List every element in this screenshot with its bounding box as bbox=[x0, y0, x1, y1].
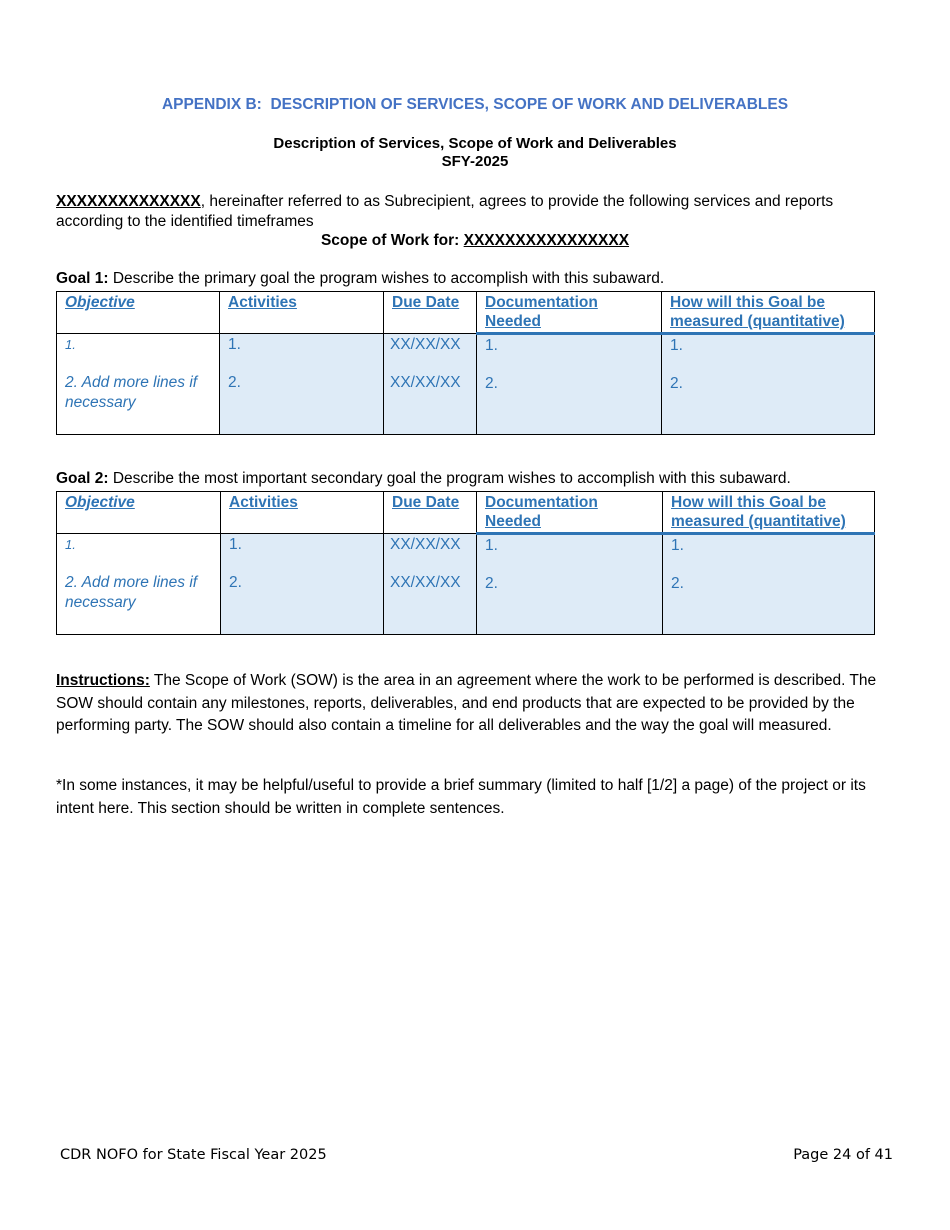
objective-item-1: 1. bbox=[65, 537, 76, 552]
due-date-item-1: XX/XX/XX bbox=[390, 336, 461, 353]
goal-1-description: Describe the primary goal the program wishes to accomplish with this subaward. bbox=[108, 270, 665, 287]
objective-cell[interactable] bbox=[57, 534, 221, 635]
goal-1-table bbox=[56, 291, 875, 435]
documentation-needed-header: Documentation Needed bbox=[477, 492, 663, 534]
due-date-header: Due Date bbox=[384, 492, 477, 534]
activities-cell[interactable] bbox=[220, 334, 384, 435]
intro-paragraph bbox=[56, 192, 896, 232]
activities-header: Activities bbox=[220, 292, 384, 334]
document-title bbox=[0, 135, 950, 171]
measurement-cell[interactable] bbox=[663, 534, 875, 635]
summary-note: *In some instances, it may be helpful/useful to provide a brief summary (limited to half [1/2] a page) of the project or its intent here. This section should be written in complete sentences. bbox=[56, 777, 866, 817]
goal-2-heading bbox=[56, 470, 791, 488]
measurement-item-1: 1. bbox=[670, 337, 683, 354]
goal-2-table bbox=[56, 491, 875, 635]
goal-2-label: Goal 2: bbox=[56, 470, 109, 487]
goal-2-entry-row bbox=[57, 534, 875, 635]
scope-of-work-label: Scope of Work for: bbox=[320, 232, 464, 249]
instructions-label: Instructions: bbox=[56, 672, 150, 689]
documentation-cell[interactable] bbox=[477, 534, 663, 635]
scope-of-work-line bbox=[0, 232, 950, 250]
appendix-title: APPENDIX B: DESCRIPTION OF SERVICES, SCOPE OF WORK AND DELIVERABLES bbox=[161, 96, 789, 113]
goal-2-description: Describe the most important secondary goal the program wishes to accomplish with this subaward. bbox=[108, 470, 791, 487]
measurement-header: How will this Goal be measured (quantitative) bbox=[663, 492, 875, 534]
goal-1-label: Goal 1: bbox=[56, 270, 109, 287]
footer-document-name: CDR NOFO for State Fiscal Year 2025 bbox=[60, 1147, 327, 1163]
documentation-needed-header: Documentation Needed bbox=[477, 292, 662, 334]
measurement-item-2: 2. bbox=[671, 575, 684, 592]
activities-header: Activities bbox=[221, 492, 384, 534]
objective-header: Objective bbox=[57, 292, 220, 334]
measurement-cell[interactable] bbox=[662, 334, 875, 435]
objective-item-2: 2. Add more lines if necessary bbox=[65, 374, 198, 411]
objective-item-2: 2. Add more lines if necessary bbox=[65, 574, 198, 611]
goal-2-header-row bbox=[57, 492, 875, 534]
instructions-paragraph bbox=[56, 670, 896, 738]
due-date-item-2: XX/XX/XX bbox=[390, 574, 461, 591]
subrecipient-placeholder: XXXXXXXXXXXXXX bbox=[56, 193, 201, 210]
goal-1-header-row bbox=[57, 292, 875, 334]
activity-item-1: 1. bbox=[229, 536, 242, 553]
footer-page-number: Page 24 of 41 bbox=[793, 1147, 893, 1163]
documentation-item-1: 1. bbox=[485, 537, 498, 554]
activities-cell[interactable] bbox=[221, 534, 384, 635]
intro-text: , hereinafter referred to as Subrecipient, agrees to provide the following services and reports according to the identified timeframes bbox=[56, 193, 834, 230]
measurement-header: How will this Goal be measured (quantitative) bbox=[662, 292, 875, 334]
goal-1-heading bbox=[56, 270, 664, 288]
goal-1-entry-row bbox=[57, 334, 875, 435]
scope-of-work-placeholder: XXXXXXXXXXXXXXXX bbox=[463, 232, 630, 249]
instructions-text: The Scope of Work (SOW) is the area in an agreement where the work to be performed is described. The SOW should contain any milestones, reports, deliverables, and end products that are expected to be provided by the performing party. The SOW should also contain a timeline for all deliverables and the way the goal will measured. bbox=[56, 672, 877, 734]
due-date-item-2: XX/XX/XX bbox=[390, 374, 461, 391]
activity-item-2: 2. bbox=[229, 574, 242, 591]
due-date-cell[interactable] bbox=[384, 534, 477, 635]
document-title-line-2: SFY-2025 bbox=[441, 153, 509, 170]
measurement-item-2: 2. bbox=[670, 375, 683, 392]
document-title-line-1: Description of Services, Scope of Work and Deliverables bbox=[273, 135, 677, 152]
documentation-item-1: 1. bbox=[485, 337, 498, 354]
measurement-item-1: 1. bbox=[671, 537, 684, 554]
objective-item-1: 1. bbox=[65, 337, 76, 352]
documentation-item-2: 2. bbox=[485, 575, 498, 592]
objective-header: Objective bbox=[57, 492, 221, 534]
documentation-item-2: 2. bbox=[485, 375, 498, 392]
due-date-item-1: XX/XX/XX bbox=[390, 536, 461, 553]
due-date-cell[interactable] bbox=[384, 334, 477, 435]
activity-item-1: 1. bbox=[228, 336, 241, 353]
due-date-header: Due Date bbox=[384, 292, 477, 334]
activity-item-2: 2. bbox=[228, 374, 241, 391]
objective-cell[interactable] bbox=[57, 334, 220, 435]
documentation-cell[interactable] bbox=[477, 334, 662, 435]
